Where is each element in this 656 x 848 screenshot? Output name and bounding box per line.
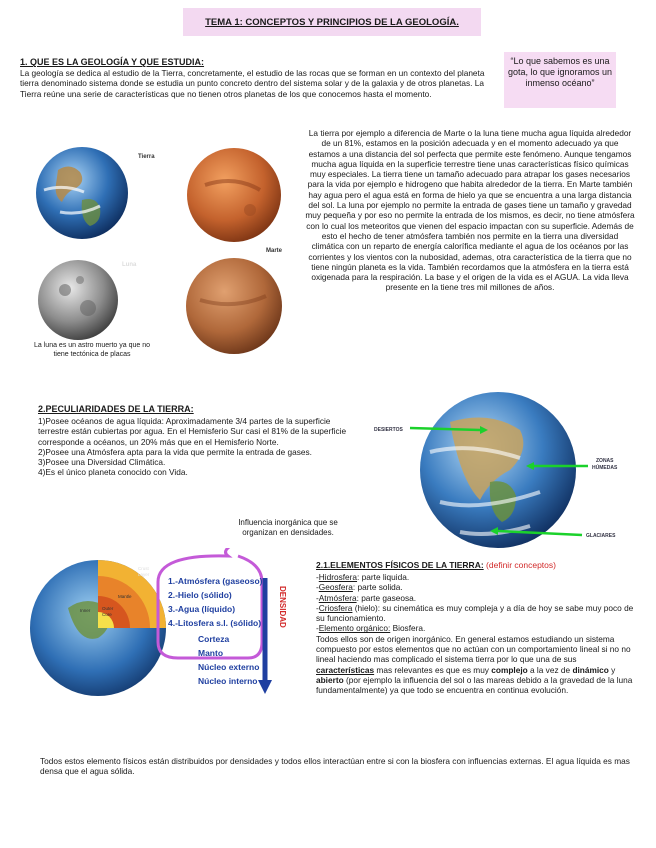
layer-corteza: Corteza [198, 634, 230, 644]
svg-text:Core: Core [102, 612, 112, 617]
term-geosfera: -Geosfera: parte solida. [316, 582, 403, 593]
section21-define-note: (definir conceptos) [486, 560, 556, 570]
section21-paragraph: Todos ellos son de origen inorgánico. En general estamos estudiando un sistema compuesto por estos elementos que no actúan con un comportamiento lineal si no no lineal haciendo mas complicado el sistema tierra por lo que una de sus características mas relevantes es que es muy complejo a la vez de dinámico y abierto (por ejemplo la influencia del sol o las mareas debido a la gravedad de la luna fundamentalmente) ya que todo se encuentra en continua evolución. [316, 633, 633, 696]
layer-manto: Manto [198, 648, 224, 658]
moon-image [38, 260, 118, 340]
section21-body [316, 572, 634, 696]
footer-paragraph: Todos estos elemento físicos están distribuidos por densidades y todos ellos interactúan entre si con la biosfera con influencias externas. El agua líquida es mas densa que el agua sólida. [40, 756, 630, 777]
label-luna: Luna [122, 262, 137, 268]
term-elemento-organico: -Elemento orgánico: Biosfera. [316, 623, 426, 634]
peculiaridad-2: 2)Posee una Atmósfera apta para la vida que permite la entrada de gases. [38, 446, 312, 457]
section1-heading: 1. QUE ES LA GEOLOGÍA Y QUE ESTUDIA: [20, 57, 205, 67]
term-hidrosfera: -Hidrosfera: parte liquida. [316, 572, 410, 582]
section2-list [38, 416, 356, 478]
section21-heading-row [316, 560, 556, 570]
layer-litosfera: 4.-Litosfera s.l. (sólido) [168, 618, 262, 628]
density-label: DENSIDAD [278, 586, 287, 628]
mars-image-top [187, 148, 281, 242]
section1-body: La tierra por ejemplo a diferencia de Marte o la luna tiene mucha agua líquida alrededor de un 81%, estamos en la posición adecuada y en el momento adecuado ya que estamos a una distancia del sol perfecta que permite este fenómeno. Aunque tengamos mucha agua líquida en la superficie terrestre tiene unas características físico químicas muy especiales. La tierra tiene un tamaño adecuado para atrapar los gases necesarios para la vida por ejemplo e hidrogeno que habita alrededor de la tierra. En Marte también hay agua pero el agua está en forma de hielo ya que se encuentra a una larga distancia del sol. La luna por ejemplo no permite la entrada de gases tiene un tamaño y gravedad muy pequeña y por eso no permite la entrada de los mismos, es decir, no tiene atmósfera con lo cual los meteoritos que vienen del espacio impactan con su superficie. Además de esto el hecho de tener atmósfera también nos permite en la tierra una diversidad climática con un reparto de energía calorífica mediante el agua de los océanos por las corrientes y los vientos con la nubosidad, ademas, otra característica de la tierra que no tiene ningún planeta es la vida. También recordamos que la atmósfera en la tierra está oxigenada para la respiración. La base y el origen de la vida es el AGUA. La vida lleva presente en la tiene tres mil millones de años. [305, 128, 635, 293]
term-criosfera: -Criosfera (hielo): su cinemática es muy compleja y a día de hoy se sabe muy poco de su funcionamiento. [316, 602, 634, 624]
mars-image-bottom [186, 258, 282, 354]
quote-box: “Lo que sabemos es una gota, lo que ignoramos un inmenso océano” [504, 52, 616, 108]
svg-text:Outer: Outer [102, 606, 114, 611]
earth-layers-diagram [28, 548, 313, 743]
label-humedas: HÚMEDAS [592, 465, 618, 471]
layer-atmosfera: 1.-Atmósfera (gaseoso) [168, 576, 263, 586]
section2-heading: 2.PECULIARIDADES DE LA TIERRA: [38, 404, 194, 414]
label-glaciares: GLACIARES [586, 533, 616, 539]
section1-intro: La geología se dedica al estudio de la Tierra, concretamente, el estudio de las rocas que se forman en un contexto del planeta tierra denominado sistema donde se estudia un punto concreto dentro del sistema solar y de la galaxia y de otros planetas. La Tierra reúne una serie de características que no tienen otros planetas de los que conocemos hasta el momento. [20, 68, 485, 99]
page-title: TEMA 1: CONCEPTOS Y PRINCIPIOS DE LA GEOLOGÍA. [183, 8, 481, 36]
earth-image [36, 147, 128, 239]
influence-note: Influencia inorgánica que se organizan en densidades. [238, 518, 338, 537]
svg-text:Inner: Inner [80, 608, 91, 613]
layer-agua: 3.-Agua (líquido) [168, 604, 236, 614]
peculiaridad-3: 3)Posee una Diversidad Climática. [38, 457, 166, 468]
climate-globe [370, 392, 642, 552]
earth-cutaway-image [30, 560, 166, 696]
svg-text:Mantle: Mantle [118, 594, 132, 599]
peculiaridad-4: 4)Es el único planeta conocido con Vida. [38, 467, 188, 478]
layer-nucleo-interno: Núcleo interno [198, 676, 258, 686]
layer-hielo: 2.-Hielo (sólido) [168, 590, 232, 600]
peculiaridad-1: 1)Posee océanos de agua líquida: Aproximadamente 3/4 partes de la superficie terrestre están cubiertas por agua. En el Hemisferio Sur casi el 81% de la superficie corresponde a océanos, un 20% más que en el Hemisferio Norte. [38, 416, 347, 447]
section21-heading: 2.1.ELEMENTOS FÍSICOS DE LA TIERRA: [316, 560, 484, 570]
label-marte: Marte [266, 248, 283, 254]
svg-text:Crust: Crust [138, 566, 149, 571]
term-atmosfera: -Atmósfera: parte gaseosa. [316, 592, 417, 603]
layer-nucleo-externo: Núcleo externo [198, 662, 260, 672]
svg-text:Layer: Layer [138, 572, 150, 577]
moon-caption: La luna es un astro muerto ya que no tiene tectónica de placas [34, 342, 150, 358]
label-tierra: Tierra [138, 154, 155, 160]
label-desiertos: DESIERTOS [374, 427, 403, 433]
label-zonas: ZONAS [596, 458, 614, 464]
